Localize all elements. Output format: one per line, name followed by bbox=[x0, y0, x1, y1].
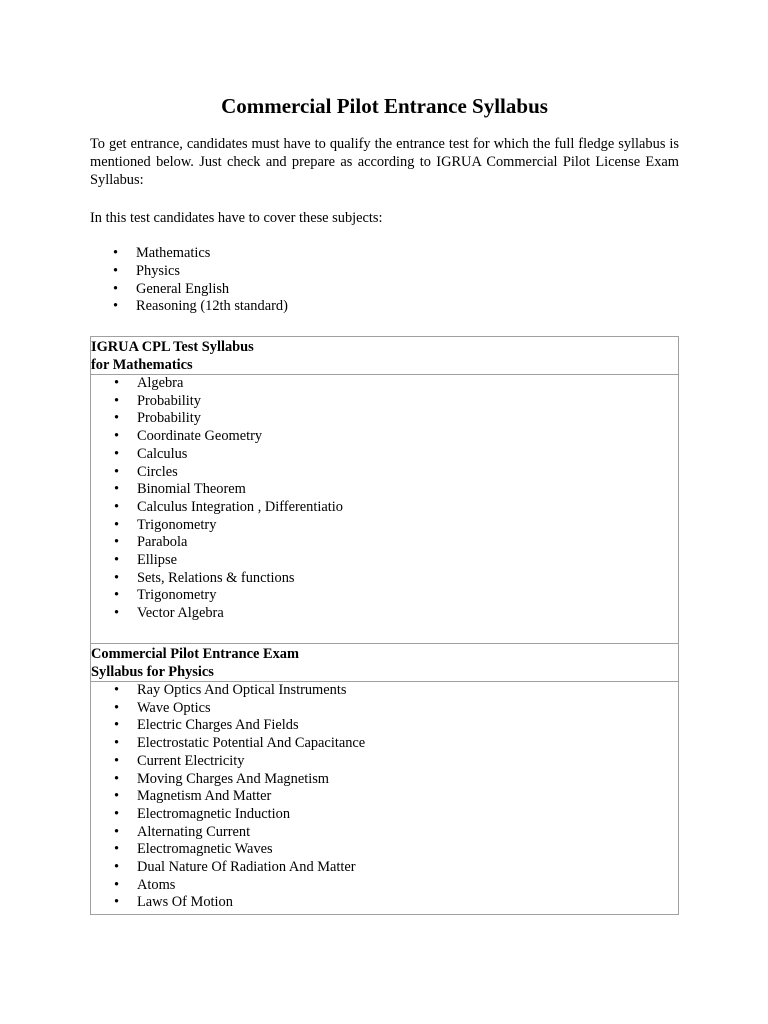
list-item: • Calculus bbox=[91, 446, 678, 464]
list-item: • Calculus Integration , Differentiatio bbox=[91, 499, 678, 517]
physics-heading-line-2: Syllabus for Physics bbox=[91, 664, 214, 680]
physics-topics-cell bbox=[91, 682, 679, 915]
math-topics-cell bbox=[91, 375, 679, 644]
physics-section-heading bbox=[91, 644, 679, 682]
table-row bbox=[91, 337, 679, 375]
list-item: • Laws Of Motion bbox=[91, 894, 678, 912]
list-item: • Electromagnetic Induction bbox=[91, 806, 678, 824]
list-item: • Coordinate Geometry bbox=[91, 428, 678, 446]
list-item: • Trigonometry bbox=[91, 587, 678, 605]
syllabus-table bbox=[90, 336, 679, 915]
list-item: • Probability bbox=[91, 410, 678, 428]
page-title: Commercial Pilot Entrance Syllabus bbox=[221, 94, 548, 118]
physics-topics-list bbox=[91, 682, 678, 912]
list-item: • Dual Nature Of Radiation And Matter bbox=[91, 859, 678, 877]
list-item: • Binomial Theorem bbox=[91, 481, 678, 499]
table-row bbox=[91, 682, 679, 915]
list-item: • Electric Charges And Fields bbox=[91, 717, 678, 735]
math-heading-line-1: IGRUA CPL Test Syllabus bbox=[91, 339, 254, 355]
list-item: • Probability bbox=[91, 393, 678, 411]
list-item: • Sets, Relations & functions bbox=[91, 570, 678, 588]
list-item: • Algebra bbox=[91, 375, 678, 393]
list-item: • Moving Charges And Magnetism bbox=[91, 771, 678, 789]
list-item: • Parabola bbox=[91, 534, 678, 552]
list-item: • Circles bbox=[91, 464, 678, 482]
list-item: • Alternating Current bbox=[91, 824, 678, 842]
list-item: • Atoms bbox=[91, 877, 678, 895]
list-item: • Electrostatic Potential And Capacitance bbox=[91, 735, 678, 753]
list-item: • Ray Optics And Optical Instruments bbox=[91, 682, 678, 700]
list-item: • Ellipse bbox=[91, 552, 678, 570]
math-heading-line-2: for Mathematics bbox=[91, 357, 193, 373]
table-row bbox=[91, 375, 679, 644]
subjects-list bbox=[90, 245, 288, 316]
subject-item: • General English bbox=[90, 281, 288, 299]
list-item: • Wave Optics bbox=[91, 700, 678, 718]
subject-item: • Mathematics bbox=[90, 245, 288, 263]
math-topics-list bbox=[91, 375, 678, 623]
list-item: • Electromagnetic Waves bbox=[91, 841, 678, 859]
list-item: • Magnetism And Matter bbox=[91, 788, 678, 806]
table-row bbox=[91, 644, 679, 682]
subject-item: • Physics bbox=[90, 263, 288, 281]
math-section-heading bbox=[91, 337, 679, 375]
list-item: • Current Electricity bbox=[91, 753, 678, 771]
intro-paragraph: To get entrance, candidates must have to qualify the entrance test for which the full fledge syllabus is mentioned below. Just check and prepare as according to IGRUA Commercial Pilot License Exam Syllabus: bbox=[90, 136, 679, 189]
subjects-intro-text: In this test candidates have to cover these subjects: bbox=[90, 210, 383, 226]
list-item: • Vector Algebra bbox=[91, 605, 678, 623]
physics-heading-line-1: Commercial Pilot Entrance Exam bbox=[91, 646, 299, 662]
list-item: • Trigonometry bbox=[91, 517, 678, 535]
subject-item: • Reasoning (12th standard) bbox=[90, 298, 288, 316]
